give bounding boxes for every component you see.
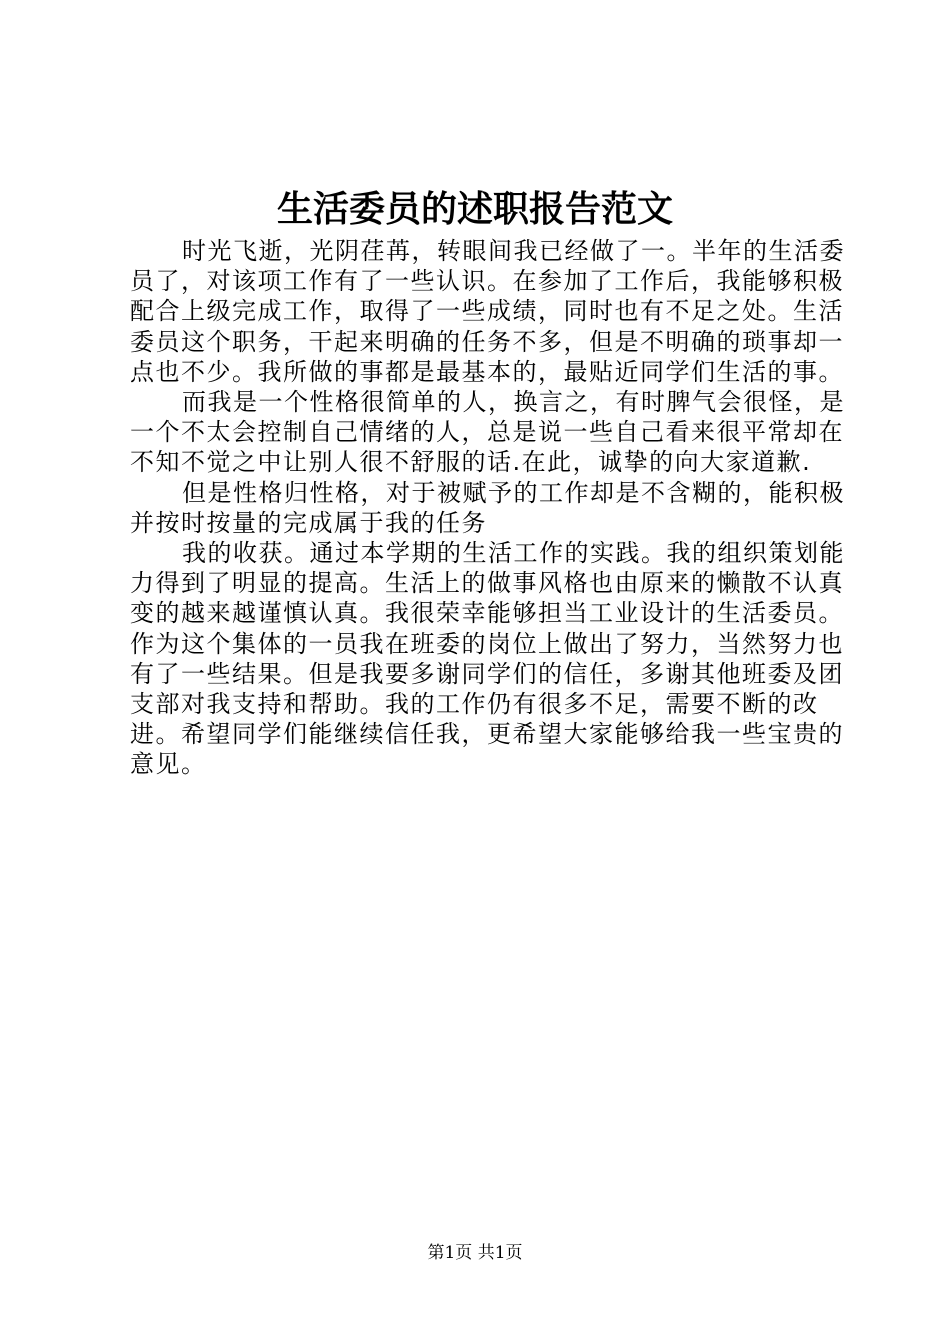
page-footer: 第1页 共1页 — [427, 1243, 523, 1263]
paragraph-3: 但是性格归性格，对于被赋予的工作却是不含糊的，能积极并按时按量的完成属于我的任务 — [130, 478, 845, 537]
document-title: 生活委员的述职报告范文 — [276, 188, 673, 230]
document-body — [130, 236, 850, 780]
paragraph-2: 而我是一个性格很简单的人，换言之，有时脾气会很怪，是一个不太会控制自己情绪的人，总是说一些自己看来很平常却在不知不觉之中让别人很不舒服的话.在此，诚挚的向大家道歉. — [130, 388, 845, 477]
paragraph-4: 我的收获。通过本学期的生活工作的实践。我的组织策划能力得到了明显的提高。生活上的做事风格也由原来的懒散不认真变的越来越谨慎认真。我很荣幸能够担当工业设计的生活委员。作为这个集体的一员我在班委的岗位上做出了努力，当然努力也有了一些结果。但是我要多谢同学们的信任，多谢其他班委及团支部对我支持和帮助。我的工作仍有很多不足，需要不断的改进。希望同学们能继续信任我，更希望大家能够给我一些宝贵的意见。 — [130, 539, 845, 779]
paragraph-1: 时光飞逝，光阴荏苒，转眼间我已经做了一。半年的生活委员了，对该项工作有了一些认识。在参加了工作后，我能够积极配合上级完成工作，取得了一些成绩，同时也有不足之处。生活委员这个职务，干起来明确的任务不多，但是不明确的琐事却一点也不少。我所做的事都是最基本的，最贴近同学们生活的事。 — [130, 237, 845, 386]
